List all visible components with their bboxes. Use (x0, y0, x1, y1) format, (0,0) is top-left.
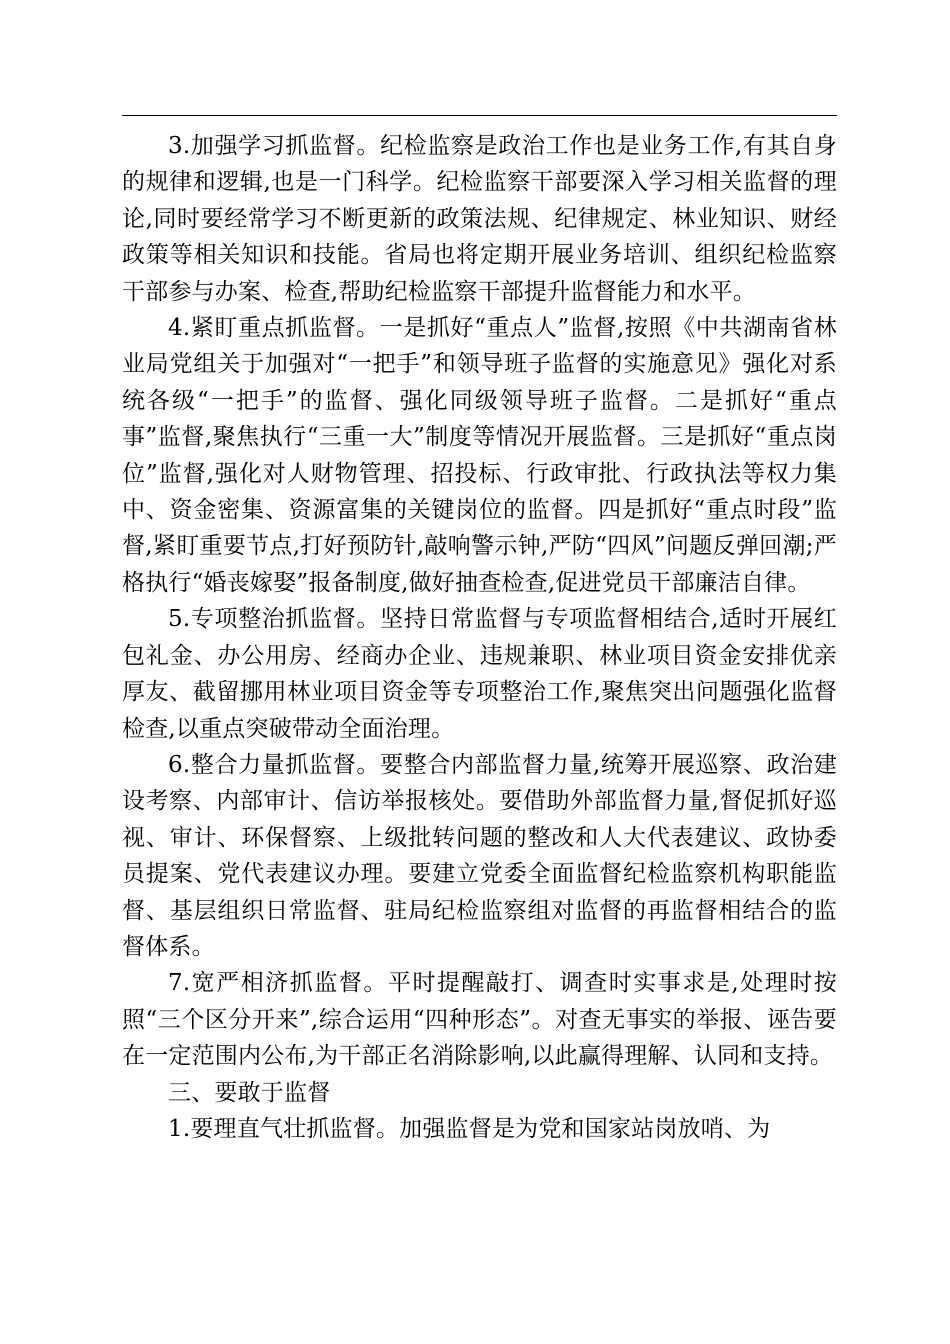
paragraph-7-leniency-strictness: 7.宽严相济抓监督。平时提醒敲打、调查时实事求是,处理时按照“三个区分开来”,综合运用“四种形态”。对查无事实的举报、诬告要在一定范围内公布,为干部正名消除影响,以此赢得理解、认同和支持。 (122, 970, 837, 1070)
paragraph-6-integrate-forces: 6.整合力量抓监督。要整合内部监督力量,统筹开展巡察、政治建设考察、内部审计、信访举报核处。要借助外部监督力量,督促抓好巡视、审计、环保督察、上级批转问题的整改和人大代表建议、政协委员提案、党代表建议办理。要建立党委全面监督纪检监察机构职能监督、基层组织日常监督、驻局纪检监察组对监督的再监督相结合的监督体系。 (122, 751, 837, 960)
paragraph-3-study-supervision: 3.加强学习抓监督。纪检监察是政治工作也是业务工作,有其自身的规律和逻辑,也是一门科学。纪检监察干部要深入学习相关监督的理论,同时要经常学习不断更新的政策法规、纪律规定、林业知识、财经政策等相关知识和技能。省局也将定期开展业务培训、组织纪检监察干部参与办案、检查,帮助纪检监察干部提升监督能力和水平。 (122, 133, 837, 305)
paragraph-4-key-points-supervision: 4.紧盯重点抓监督。一是抓好“重点人”监督,按照《中共湖南省林业局党组关于加强对“一把手”和领导班子监督的实施意见》强化对系统各级“一把手”的监督、强化同级领导班子监督。二是抓好“重点事”监督,聚焦执行“三重一大”制度等情况开展监督。三是抓好“重点岗位”监督,强化对人财物管理、招投标、行政审批、行政执法等权力集中、资金密集、资源富集的关键岗位的监督。四是抓好“重点时段”监督,紧盯重要节点,打好预防针,敲响警示钟,严防“四风”问题反弹回潮;严格执行“婚丧嫁娶”报备制度,做好抽查检查,促进党员干部廉洁自律。 (122, 315, 837, 596)
document-body (122, 128, 837, 1147)
paragraph-1-confident-supervision: 1.要理直气壮抓监督。加强监督是为党和国家站岗放哨、为 (168, 1115, 771, 1142)
paragraph-5-special-rectification: 5.专项整治抓监督。坚持日常监督与专项监督相结合,适时开展红包礼金、办公用房、经商办企业、违规兼职、林业项目资金安排优亲厚友、截留挪用林业项目资金等专项整治工作,聚焦突出问题强化监督检查,以重点突破带动全面治理。 (122, 606, 837, 742)
header-rule (122, 115, 837, 116)
section-heading-dare-to-supervise: 三、要敢于监督 (168, 1079, 331, 1106)
